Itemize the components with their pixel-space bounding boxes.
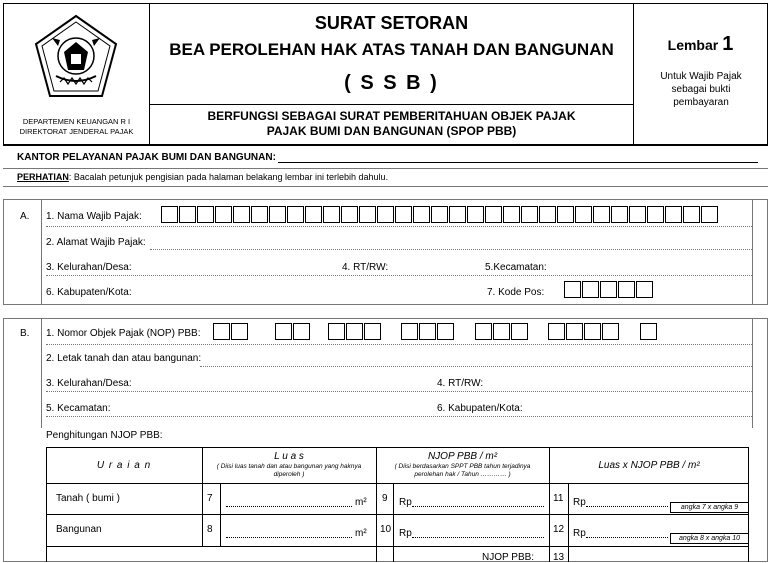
char-box[interactable] bbox=[359, 206, 376, 223]
total-bangunan-input[interactable] bbox=[586, 537, 668, 538]
perhatian-label: PERHATIAN bbox=[17, 172, 69, 182]
divider bbox=[3, 186, 768, 187]
section-b-divider bbox=[41, 318, 42, 428]
perhatian-text: : Bacalah petunjuk pengisian pada halaman belakang lembar ini terlebih dahulu. bbox=[68, 172, 389, 182]
rtrw-b-label: 4. RT/RW: bbox=[437, 378, 484, 389]
char-box[interactable] bbox=[582, 281, 599, 298]
row-bangunan-label: Bangunan bbox=[56, 524, 102, 535]
char-box[interactable] bbox=[251, 206, 268, 223]
char-box[interactable] bbox=[231, 323, 248, 340]
kecamatan-label: 5.Kecamatan: bbox=[485, 262, 547, 273]
char-box[interactable] bbox=[269, 206, 286, 223]
kantor-input-line[interactable] bbox=[278, 162, 758, 163]
char-box[interactable] bbox=[161, 206, 178, 223]
char-box[interactable] bbox=[233, 206, 250, 223]
section-b-divider bbox=[752, 318, 753, 428]
row-tanah-rp2: Rp bbox=[573, 497, 586, 508]
lembar-note bbox=[645, 70, 757, 109]
lembar-text: Lembar bbox=[667, 37, 719, 53]
row-tanah-label: Tanah ( bumi ) bbox=[56, 493, 120, 504]
lembar-note-3: pembayaran bbox=[673, 97, 729, 108]
char-box[interactable] bbox=[584, 323, 601, 340]
char-box[interactable] bbox=[449, 206, 466, 223]
char-box[interactable] bbox=[293, 323, 310, 340]
njop-tanah-input[interactable] bbox=[412, 506, 544, 507]
char-box[interactable] bbox=[602, 323, 619, 340]
nama-wajib-pajak-label: 1. Nama Wajib Pajak: bbox=[46, 211, 142, 222]
row-tanah-n1: 7 bbox=[207, 493, 213, 504]
char-box[interactable] bbox=[364, 323, 381, 340]
njop-table-rule bbox=[220, 483, 221, 546]
char-box[interactable] bbox=[611, 206, 628, 223]
header-divider-mid bbox=[149, 104, 634, 105]
kelurahan-label: 3. Kelurahan/Desa: bbox=[46, 262, 132, 273]
col-uraian: U r a i a n bbox=[96, 460, 152, 471]
njop-table-rule bbox=[568, 483, 569, 562]
char-box[interactable] bbox=[593, 206, 610, 223]
char-box[interactable] bbox=[503, 206, 520, 223]
col-njop: NJOP PBB / m² bbox=[427, 451, 498, 462]
char-box[interactable] bbox=[395, 206, 412, 223]
divider bbox=[46, 226, 752, 227]
char-box[interactable] bbox=[419, 323, 436, 340]
kode-pos-label: 7. Kode Pos: bbox=[487, 287, 545, 298]
garuda-emblem-icon bbox=[30, 12, 122, 104]
char-box[interactable] bbox=[575, 206, 592, 223]
lembar-label bbox=[634, 33, 767, 56]
char-box[interactable] bbox=[467, 206, 484, 223]
form-title-3: ( S S B ) bbox=[344, 72, 439, 94]
row-bangunan-n3: 12 bbox=[553, 524, 565, 535]
char-box[interactable] bbox=[493, 323, 510, 340]
char-box[interactable] bbox=[564, 281, 581, 298]
row-bangunan-n1: 8 bbox=[207, 524, 213, 535]
total-tanah-input[interactable] bbox=[586, 506, 668, 507]
perhatian-note bbox=[17, 172, 388, 182]
char-box[interactable] bbox=[665, 206, 682, 223]
kabupaten-b-label: 6. Kabupaten/Kota: bbox=[437, 403, 523, 414]
char-box[interactable] bbox=[683, 206, 700, 223]
divider bbox=[46, 344, 752, 345]
char-box[interactable] bbox=[401, 323, 418, 340]
lembar-note-2: sebagai bukti bbox=[671, 84, 731, 95]
divider bbox=[46, 391, 752, 392]
row-bangunan-rp2: Rp bbox=[573, 528, 586, 539]
kelurahan-b-label: 3. Kelurahan/Desa: bbox=[46, 378, 132, 389]
char-box[interactable] bbox=[341, 206, 358, 223]
char-box[interactable] bbox=[548, 323, 565, 340]
col-luas: L u a s bbox=[274, 451, 304, 462]
formula-bangunan: angka 8 x angka 10 bbox=[670, 533, 749, 544]
col-njop-note: ( Diisi berdasarkan SPPT PBB tahun terjadinya perolehan hak / Tahun ………… ) bbox=[394, 463, 531, 478]
alamat-label: 2. Alamat Wajib Pajak: bbox=[46, 237, 146, 248]
char-box[interactable] bbox=[539, 206, 556, 223]
char-box[interactable] bbox=[618, 281, 635, 298]
char-box[interactable] bbox=[328, 323, 345, 340]
divider bbox=[46, 275, 752, 276]
row-bangunan-unit: m² bbox=[355, 528, 367, 539]
njop-bangunan-input[interactable] bbox=[412, 537, 544, 538]
char-box[interactable] bbox=[377, 206, 394, 223]
char-box[interactable] bbox=[437, 323, 454, 340]
row-bangunan-rp: Rp bbox=[399, 528, 412, 539]
form-subtitle-1: BERFUNGSI SEBAGAI SURAT PEMBERITAHUAN OBJEK PAJAK bbox=[207, 109, 576, 123]
char-box[interactable] bbox=[197, 206, 214, 223]
lembar-number: 1 bbox=[722, 33, 734, 55]
char-box[interactable] bbox=[213, 323, 230, 340]
char-box[interactable] bbox=[521, 206, 538, 223]
section-a-divider bbox=[41, 199, 42, 305]
njop-table-rule bbox=[46, 483, 749, 484]
char-box[interactable] bbox=[275, 323, 292, 340]
row-tanah-rp: Rp bbox=[399, 497, 412, 508]
divider bbox=[3, 145, 768, 146]
char-box[interactable] bbox=[323, 206, 340, 223]
char-box[interactable] bbox=[600, 281, 617, 298]
form-title-1: SURAT SETORAN bbox=[314, 13, 469, 33]
char-box[interactable] bbox=[305, 206, 322, 223]
dept-line1: DEPARTEMEN KEUANGAN R I bbox=[22, 117, 131, 126]
char-box[interactable] bbox=[431, 206, 448, 223]
char-box[interactable] bbox=[215, 206, 232, 223]
njop-table-rule bbox=[46, 546, 749, 547]
char-box[interactable] bbox=[346, 323, 363, 340]
section-a-divider bbox=[752, 199, 753, 305]
njop-table-rule bbox=[376, 447, 377, 562]
dept-line2: DIREKTORAT JENDERAL PAJAK bbox=[19, 127, 134, 136]
nop-label: 1. Nomor Objek Pajak (NOP) PBB: bbox=[46, 328, 201, 339]
njop-table-rule bbox=[393, 483, 394, 562]
form-subtitle-2: PAJAK BUMI DAN BANGUNAN (SPOP PBB) bbox=[266, 124, 517, 138]
char-box[interactable] bbox=[287, 206, 304, 223]
divider bbox=[3, 168, 768, 169]
row-tanah-unit: m² bbox=[355, 497, 367, 508]
char-box[interactable] bbox=[511, 323, 528, 340]
njop-table-rule bbox=[46, 514, 749, 515]
form-title-2: BEA PEROLEHAN HAK ATAS TANAH DAN BANGUNAN bbox=[169, 40, 614, 59]
col-total: Luas x NJOP PBB / m² bbox=[598, 460, 700, 471]
char-box[interactable] bbox=[701, 206, 718, 223]
alamat-input-line[interactable] bbox=[150, 249, 752, 250]
char-box[interactable] bbox=[629, 206, 646, 223]
njop-heading: Penghitungan NJOP PBB: bbox=[46, 430, 163, 441]
formula-tanah: angka 7 x angka 9 bbox=[670, 502, 749, 513]
char-box[interactable] bbox=[179, 206, 196, 223]
lembar-note-1: Untuk Wajib Pajak bbox=[660, 71, 742, 82]
kabupaten-label: 6. Kabupaten/Kota: bbox=[46, 287, 132, 298]
divider bbox=[46, 416, 752, 417]
luas-tanah-input[interactable] bbox=[226, 506, 352, 507]
kecamatan-b-label: 5. Kecamatan: bbox=[46, 403, 111, 414]
char-box[interactable] bbox=[647, 206, 664, 223]
njop-total-num: 13 bbox=[553, 552, 565, 563]
rtrw-label: 4. RT/RW: bbox=[342, 262, 389, 273]
char-box[interactable] bbox=[640, 323, 657, 340]
char-box[interactable] bbox=[566, 323, 583, 340]
letak-label: 2. Letak tanah dan atau bangunan: bbox=[46, 353, 202, 364]
char-box[interactable] bbox=[475, 323, 492, 340]
col-luas-note: ( Diisi luas tanah dan atau bangunan yang haknya diperoleh ) bbox=[216, 463, 362, 478]
njop-total-label: NJOP PBB: bbox=[482, 552, 535, 563]
kantor-label: KANTOR PELAYANAN PAJAK BUMI DAN BANGUNAN: bbox=[17, 152, 276, 163]
header-divider-right bbox=[633, 3, 634, 145]
row-tanah-n3: 11 bbox=[553, 493, 564, 504]
row-tanah-n2: 9 bbox=[382, 493, 388, 504]
luas-bangunan-input[interactable] bbox=[226, 537, 352, 538]
letak-input-line[interactable] bbox=[200, 366, 752, 367]
char-box[interactable] bbox=[485, 206, 502, 223]
section-a-letter: A. bbox=[20, 211, 30, 222]
row-bangunan-n2: 10 bbox=[380, 524, 392, 535]
char-box[interactable] bbox=[557, 206, 574, 223]
char-box[interactable] bbox=[636, 281, 653, 298]
section-b-letter: B. bbox=[20, 328, 30, 339]
char-box[interactable] bbox=[413, 206, 430, 223]
